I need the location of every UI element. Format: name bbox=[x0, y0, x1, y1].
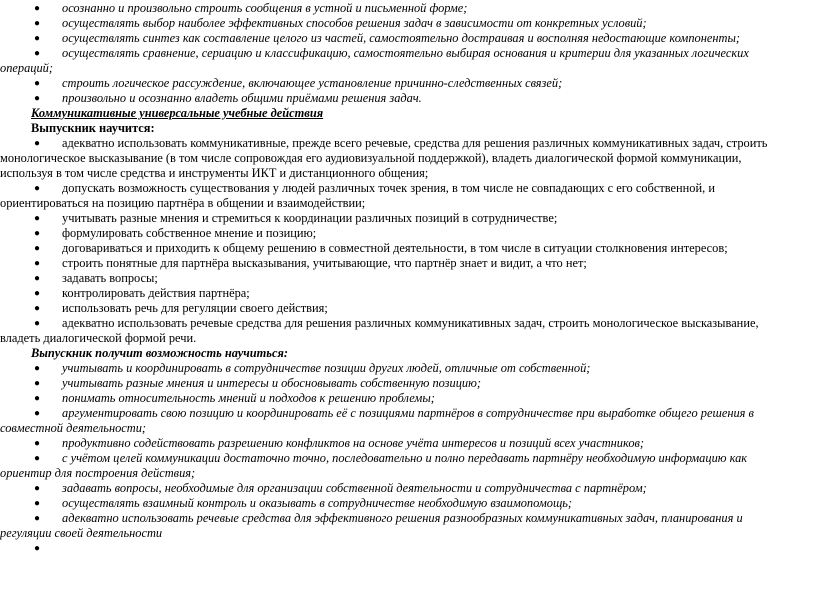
section3-item-5-line-0: с учётом целей коммуникации достаточно точно, последовательно и полно передавать партнёру необходимую информацию как bbox=[62, 451, 748, 465]
section2-heading: Коммуникативные универсальные учебные действия bbox=[31, 106, 324, 120]
section2-item-1-bullet: ● bbox=[34, 183, 41, 194]
section3-item-2-bullet: ● bbox=[34, 393, 41, 404]
section3-item-8-line-0: адекватно использовать речевые средства для эффективного решения разнообразных коммуникативных задач, планирования и bbox=[62, 511, 743, 525]
section3-item-0-bullet: ● bbox=[34, 363, 41, 374]
section3-item-7-bullet: ● bbox=[34, 498, 41, 509]
section1-item-2-line-0: осуществлять синтез как составление целого из частей, самостоятельно достраивая и восполняя недостающие компоненты; bbox=[62, 31, 740, 45]
section2-item-0-line-1: монологическое высказывание (в том числе сопровождая его аудиовизуальной поддержкой), владеть диалогической формой коммуникации, bbox=[0, 151, 742, 165]
section3-item-3-line-0: аргументировать свою позицию и координировать её с позициями партнёров в сотрудничестве при выработке общего решения в bbox=[62, 406, 754, 420]
section1-item-4-bullet: ● bbox=[34, 78, 41, 89]
section2-item-9-line-0: адекватно использовать речевые средства для решения различных коммуникативных задач, строить монологическое высказывание, bbox=[62, 316, 759, 330]
section1-item-3-line-0: осуществлять сравнение, сериацию и классификацию, самостоятельно выбирая основания и критерии для указанных логических bbox=[62, 46, 749, 60]
section2-item-5-line-0: строить понятные для партнёра высказывания, учитывающие, что партнёр знает и видит, а что нет; bbox=[62, 256, 587, 270]
section2-item-1-line-1: ориентироваться на позицию партнёра в общении и взаимодействии; bbox=[0, 196, 366, 210]
section3-item-1-bullet: ● bbox=[34, 378, 41, 389]
section3-item-8-bullet: ● bbox=[34, 513, 41, 524]
section2-item-7-line-0: контролировать действия партнёра; bbox=[62, 286, 250, 300]
section3-item-5-bullet: ● bbox=[34, 453, 41, 464]
section1-item-5-bullet: ● bbox=[34, 93, 41, 104]
section2-item-3-bullet: ● bbox=[34, 228, 41, 239]
section2-item-7-bullet: ● bbox=[34, 288, 41, 299]
section1-item-0-line-0: осознанно и произвольно строить сообщения в устной и письменной форме; bbox=[62, 1, 468, 15]
section3-item-1-line-0: учитывать разные мнения и интересы и обосновывать собственную позицию; bbox=[62, 376, 481, 390]
section1-item-3-bullet: ● bbox=[34, 48, 41, 59]
section1-item-4-line-0: строить логическое рассуждение, включающее установление причинно-следственных связей; bbox=[62, 76, 563, 90]
section2-item-3-line-0: формулировать собственное мнение и позицию; bbox=[62, 226, 317, 240]
section3-item-8-line-1: регуляции своей деятельности bbox=[0, 526, 163, 540]
section2-item-4-bullet: ● bbox=[34, 243, 41, 254]
section1-item-1-line-0: осуществлять выбор наиболее эффективных способов решения задач в зависимости от конкретных условий; bbox=[62, 16, 647, 30]
section3-subheading: Выпускник получит возможность научиться: bbox=[31, 346, 288, 360]
section3-item-7-line-0: осуществлять взаимный контроль и оказывать в сотрудничестве необходимую взаимопомощь; bbox=[62, 496, 573, 510]
section2-subheading: Выпускник научится: bbox=[31, 121, 155, 135]
section3-item-9-bullet: ● bbox=[34, 543, 41, 554]
section2-item-0-line-2: используя в том числе средства и инструменты ИКТ и дистанционного общения; bbox=[0, 166, 429, 180]
section2-item-2-bullet: ● bbox=[34, 213, 41, 224]
section2-item-5-bullet: ● bbox=[34, 258, 41, 269]
section1-item-1-bullet: ● bbox=[34, 18, 41, 29]
section3-item-6-line-0: задавать вопросы, необходимые для организации собственной деятельности и сотрудничества с партнёром; bbox=[62, 481, 647, 495]
section3-item-4-bullet: ● bbox=[34, 438, 41, 449]
section2-item-6-line-0: задавать вопросы; bbox=[62, 271, 158, 285]
section3-item-5-line-1: ориентир для построения действия; bbox=[0, 466, 196, 480]
section1-item-2-bullet: ● bbox=[34, 33, 41, 44]
section2-item-1-line-0: допускать возможность существования у людей различных точек зрения, в том числе не совпадающих с его собственной, и bbox=[62, 181, 715, 195]
section3-item-0-line-0: учитывать и координировать в сотрудничестве позиции других людей, отличные от собственной; bbox=[62, 361, 591, 375]
section2-item-4-line-0: договариваться и приходить к общему решению в совместной деятельности, в том числе в ситуации столкновения интересов; bbox=[62, 241, 728, 255]
section2-item-0-bullet: ● bbox=[34, 138, 41, 149]
section2-item-9-bullet: ● bbox=[34, 318, 41, 329]
section3-item-3-bullet: ● bbox=[34, 408, 41, 419]
section3-item-6-bullet: ● bbox=[34, 483, 41, 494]
section3-item-4-line-0: продуктивно содействовать разрешению конфликтов на основе учёта интересов и позиций всех участников; bbox=[62, 436, 645, 450]
section2-item-8-line-0: использовать речь для регуляции своего действия; bbox=[62, 301, 328, 315]
section1-item-5-line-0: произвольно и осознанно владеть общими приёмами решения задач. bbox=[62, 91, 422, 105]
section2-item-9-line-1: владеть диалогической формой речи. bbox=[0, 331, 197, 345]
section3-item-2-line-0: понимать относительность мнений и подходов к решению проблемы; bbox=[62, 391, 435, 405]
section1-item-3-line-1: операций; bbox=[0, 61, 53, 75]
section2-item-6-bullet: ● bbox=[34, 273, 41, 284]
section2-item-2-line-0: учитывать разные мнения и стремиться к координации различных позиций в сотрудничестве; bbox=[62, 211, 558, 225]
section1-item-0-bullet: ● bbox=[34, 3, 41, 14]
section2-item-0-line-0: адекватно использовать коммуникативные, прежде всего речевые, средства для решения различных коммуникативных задач, строить bbox=[62, 136, 768, 150]
section2-item-8-bullet: ● bbox=[34, 303, 41, 314]
section3-item-3-line-1: совместной деятельности; bbox=[0, 421, 147, 435]
